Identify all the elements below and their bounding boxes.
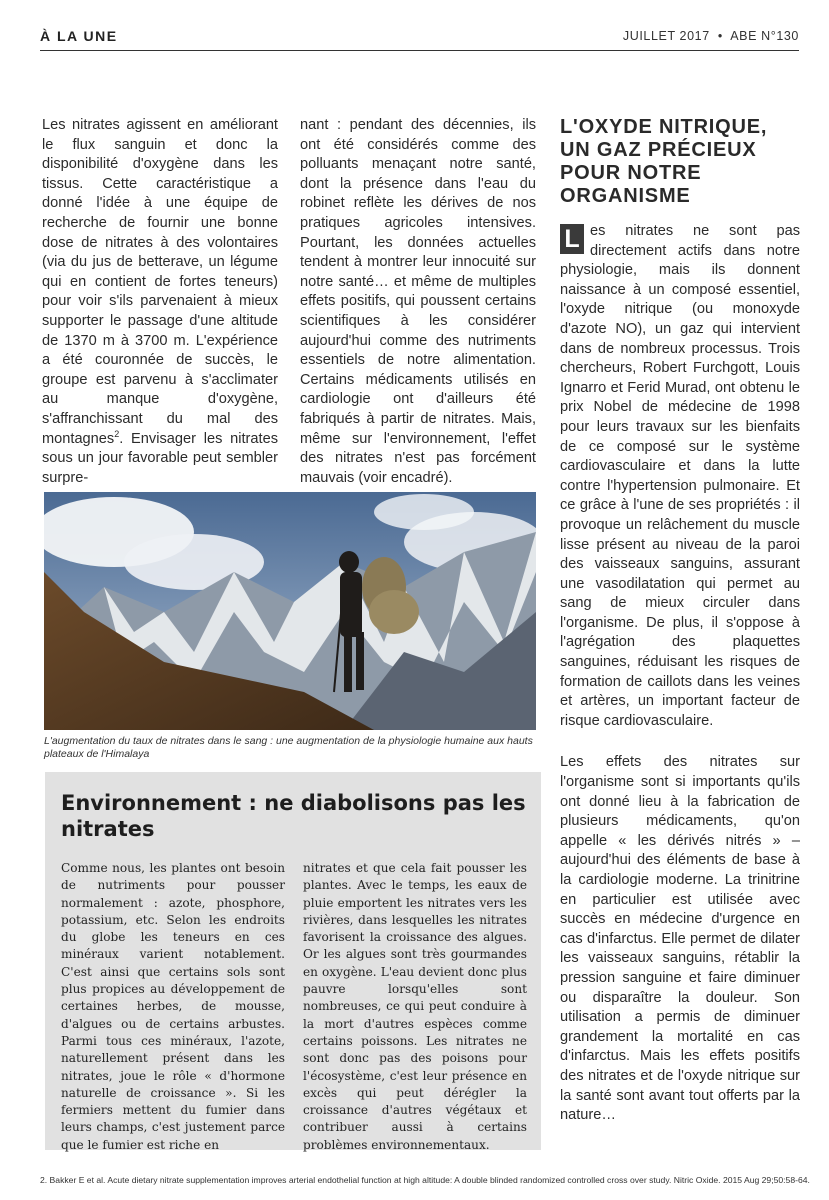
drop-cap: L <box>560 224 584 254</box>
sidebar-paragraph-2: Les effets des nitrates sur l'organisme sont si importants qu'ils ont donné lieu à la fabrication de plusieurs médicaments, qu'on appelle « les dérivés nitrés » – aujourd'hui des éléments de base à la cardiologie moderne. La trinitrine en particulier est utilisée avec succès en médecine d'urgence en cas d'infarctus. Elle permet de dilater les vaisseaux sanguins, rétablir la pression sanguine et faire diminuer ou disparaître la douleur. Son utilisation a permis de diminuer grandement la mortalité en cas d'infarctus. Mais les effets positifs des nitrates et de l'oxyde nitrique sur la santé sont avant tout offerts par la nature… <box>560 754 800 1124</box>
sidebar-heading: L'OXYDE NITRIQUE, UN GAZ PRÉCIEUX POUR NOTRE ORGANISME <box>560 116 768 207</box>
article-text: Les nitrates agissent en améliorant le flux sanguin et donc la disponibilité d'oxygène dans les tissus. Cette caractéristique a donné l'idée à une équipe de recherche de fournir une bonne dose de nitrates à des volontaires (via du jus de betterave, un légume qui en contient de fortes teneurs) pour voir s'ils parvenaient à mieux supporter le passage d'une altitude de 1370 m à 3700 m. L'expérience a été couronnée de succès, le groupe est parvenu à s'acclimater au manque d'oxygène, s'affranchissant du mal des montagnes <box>42 117 278 447</box>
issue-separator: • <box>717 29 723 43</box>
box-title: Environnement : ne diabolisons pas les nitrates <box>61 791 526 841</box>
article-column-2 <box>300 116 536 488</box>
box-paragraph: nitrates et que cela fait pousser les plantes. Avec le temps, les eaux de pluie emportent les nitrates vers les rivières, dans lesquelles les nitrates favorisent la croissance des algues. Or les algues sont très gourmandes en oxygène. L'eau devient donc plus pauvre lorsqu'elles sont nombreuses, ce qui peut conduire à la mort d'autres espèces comme certains poissons. Les nitrates ne sont donc pas des poisons pour l'écosystème, c'est leur présence en excès qui peut dérégler la croissance d'autres végétaux et contribuer aussi à certains problèmes environnementaux. <box>303 861 527 1152</box>
box-column-1 <box>61 860 285 1154</box>
issue-date: JUILLET 2017 <box>622 29 710 43</box>
article-column-1 <box>42 116 278 488</box>
footnote-reference: 2 <box>114 428 120 439</box>
issue-number: ABE N°130 <box>730 29 799 43</box>
footnote: 2. Bakker E et al. Acute dietary nitrate supplementation improves arterial endothelial function at high altitude: A double blinded randomized controlled cross over study. Nitric Oxide. 2015 Aug 29;50:58-64. <box>40 1175 810 1185</box>
article-paragraph: nant : pendant des décennies, ils ont été considérés comme des polluants menaçant notre santé, dont la présence dans l'eau du robinet reflète les dérives de nos pratiques agricoles intensives. Pourtant, les données actuelles tendent à montrer leur innocuité sur notre santé… et même de multiples effets positifs, qui poussent certains scientifiques à les considérer aujourd'hui comme des nutriments essentiels de notre alimentation. Certains médicaments utilisés en cardiologie ont d'ailleurs été fabriqués à partir de nitrates. Mais, même sur l'environnement, l'effet des nitrates n'est pas forcément mauvais (voir encadré). <box>300 117 536 486</box>
issue-info <box>623 29 799 43</box>
photo-caption: L'augmentation du taux de nitrates dans le sang : une augmentation de la physiologie humaine aux hauts plateaux de l'Himalaya <box>44 735 533 760</box>
page-header <box>40 28 799 51</box>
section-label: À LA UNE <box>40 28 118 44</box>
sidebar-paragraph-1 <box>560 222 800 731</box>
sidebar-column <box>560 116 800 1126</box>
hiker-mountain-image <box>44 492 536 730</box>
box-paragraph: Comme nous, les plantes ont besoin de nutriments pour pousser normalement : azote, phosphore, potassium, etc. Selon les endroits du globe les teneurs en ces minéraux varient notablement. C'est ainsi que certains sols sont plus propices au développement de certaines herbes, de mousse, d'algues ou de certains arbustes. Parmi tous ces minéraux, l'azote, naturellement présent dans les nitrates, joue le rôle « d'hormone naturelle de croissance ». Si les fermiers mettent du fumier dans leurs champs, c'est justement parce que le fumier est riche en <box>61 861 285 1152</box>
box-column-2 <box>303 860 527 1154</box>
sidebar-text: es nitrates ne sont pas directement actifs dans notre physiologie, mais ils donnent naissance à un composé essentiel, l'oxyde nitrique (ou monoxyde d'azote NO), un gaz qui intervient dans de nombreux processus. Trois chercheurs, Robert Furchgott, Louis Ignarro et Ferid Murad, ont obtenu le prix Nobel de médecine de 1998 pour leurs travaux sur les bienfaits de ce composé sur le système cardiovasculaire et dans la lutte contre l'hypertension pulmonaire. Et ce grâce à l'une de ses propriétés : il provoque un relâchement du muscle lisse présent au niveau de la paroi des vaisseaux sanguins, assurant une vasodilatation qui permet au sang de mieux circuler dans l'organisme. De plus, il s'oppose à l'agrégation des plaquettes sanguines, réduisant les risques de formation de caillots dans les veines et artères, un important facteur de risque cardiovasculaire. <box>560 223 800 729</box>
sidebar-box <box>45 772 541 1150</box>
article-text-continued: . Envisager les nitrates sous un jour favorable peut sembler surpre- <box>42 430 278 486</box>
article-paragraph <box>42 116 278 488</box>
himalaya-photo <box>44 492 536 730</box>
